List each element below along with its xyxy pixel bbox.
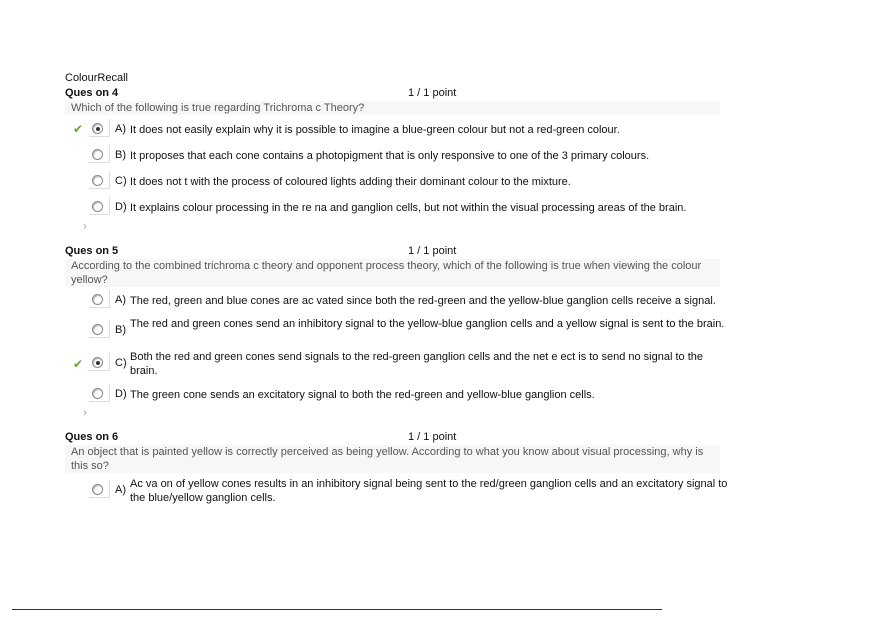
option-text: It does not t with the process of coloured lights adding their dominant colour to the mixture.	[130, 176, 571, 188]
option-q4-d[interactable]	[65, 200, 720, 220]
radio-icon[interactable]	[92, 201, 103, 212]
radio-icon[interactable]	[92, 388, 103, 399]
radio-icon[interactable]	[92, 149, 103, 160]
option-letter: B)	[115, 324, 126, 336]
radio-icon[interactable]	[92, 175, 103, 186]
question-heading-row	[65, 87, 720, 101]
radio-icon[interactable]	[92, 484, 103, 495]
question-heading-row	[65, 431, 720, 445]
question-points: 1 / 1 point	[408, 431, 457, 443]
option-q5-c[interactable]	[65, 350, 720, 380]
question-text: Which of the following is true regarding Trichroma c Theory?	[65, 101, 720, 115]
option-q5-d[interactable]	[65, 387, 720, 407]
option-text: Ac va on of yellow cones results in an inhibitory signal being sent to the red/green ganglion cells and an excitatory signal to the blue/yellow ganglion cells.	[130, 478, 728, 504]
option-letter: A)	[115, 484, 126, 496]
checkmark-icon: ✔	[73, 122, 84, 136]
question-heading: Ques on 4	[65, 87, 119, 99]
footer-divider	[12, 609, 662, 610]
question-points: 1 / 1 point	[408, 87, 457, 99]
option-letter: C)	[115, 357, 127, 369]
option-q4-b[interactable]	[65, 148, 720, 168]
question-text: According to the combined trichroma c theory and opponent process theory, which of the following is true when viewing the colour yellow?	[65, 259, 720, 287]
question-4	[65, 87, 720, 115]
option-q4-a[interactable]	[65, 122, 720, 142]
document-title: ColourRecall	[65, 72, 128, 84]
question-heading: Ques on 5	[65, 245, 119, 257]
option-text: It explains colour processing in the re na and ganglion cells, but not within the visual processing areas of the brain.	[130, 202, 687, 214]
radio-icon[interactable]	[92, 324, 103, 335]
option-letter: D)	[115, 388, 127, 400]
radio-icon[interactable]	[92, 294, 103, 305]
option-text: The green cone sends an excitatory signal to both the red-green and yellow-blue ganglion cells.	[130, 389, 595, 401]
chevron-right-icon[interactable]: ›	[83, 405, 87, 419]
option-letter: C)	[115, 175, 127, 187]
option-text: It proposes that each cone contains a photopigment that is only responsive to one of the 3 primary colours.	[130, 150, 650, 162]
option-text: It does not easily explain why it is possible to imagine a blue-green colour but not a red-green colour.	[130, 124, 620, 136]
option-q4-c[interactable]	[65, 174, 720, 194]
question-6	[65, 431, 720, 473]
option-letter: B)	[115, 149, 126, 161]
question-text: An object that is painted yellow is correctly perceived as being yellow. According to what you know about visual processing, why is this so?	[65, 445, 720, 473]
option-letter: D)	[115, 201, 127, 213]
question-heading-row	[65, 245, 720, 259]
radio-selected-icon[interactable]	[92, 123, 103, 134]
option-letter: A)	[115, 123, 126, 135]
question-points: 1 / 1 point	[408, 245, 457, 257]
option-q6-a[interactable]	[65, 477, 728, 507]
question-heading: Ques on 6	[65, 431, 119, 443]
option-q5-a[interactable]	[65, 293, 720, 313]
option-q5-b[interactable]	[65, 317, 725, 347]
question-5	[65, 245, 720, 287]
option-letter: A)	[115, 294, 126, 306]
option-text: The red and green cones send an inhibitory signal to the yellow-blue ganglion cells and a yellow signal is sent to the brain.	[130, 318, 725, 330]
chevron-right-icon[interactable]: ›	[83, 219, 87, 233]
checkmark-icon: ✔	[73, 357, 84, 371]
option-text: Both the red and green cones send signals to the red-green ganglion cells and the net e ect is to send no signal to the brain.	[130, 351, 703, 377]
option-text: The red, green and blue cones are ac vated since both the red-green and the yellow-blue ganglion cells receive a signal.	[130, 295, 716, 307]
radio-selected-icon[interactable]	[92, 357, 103, 368]
